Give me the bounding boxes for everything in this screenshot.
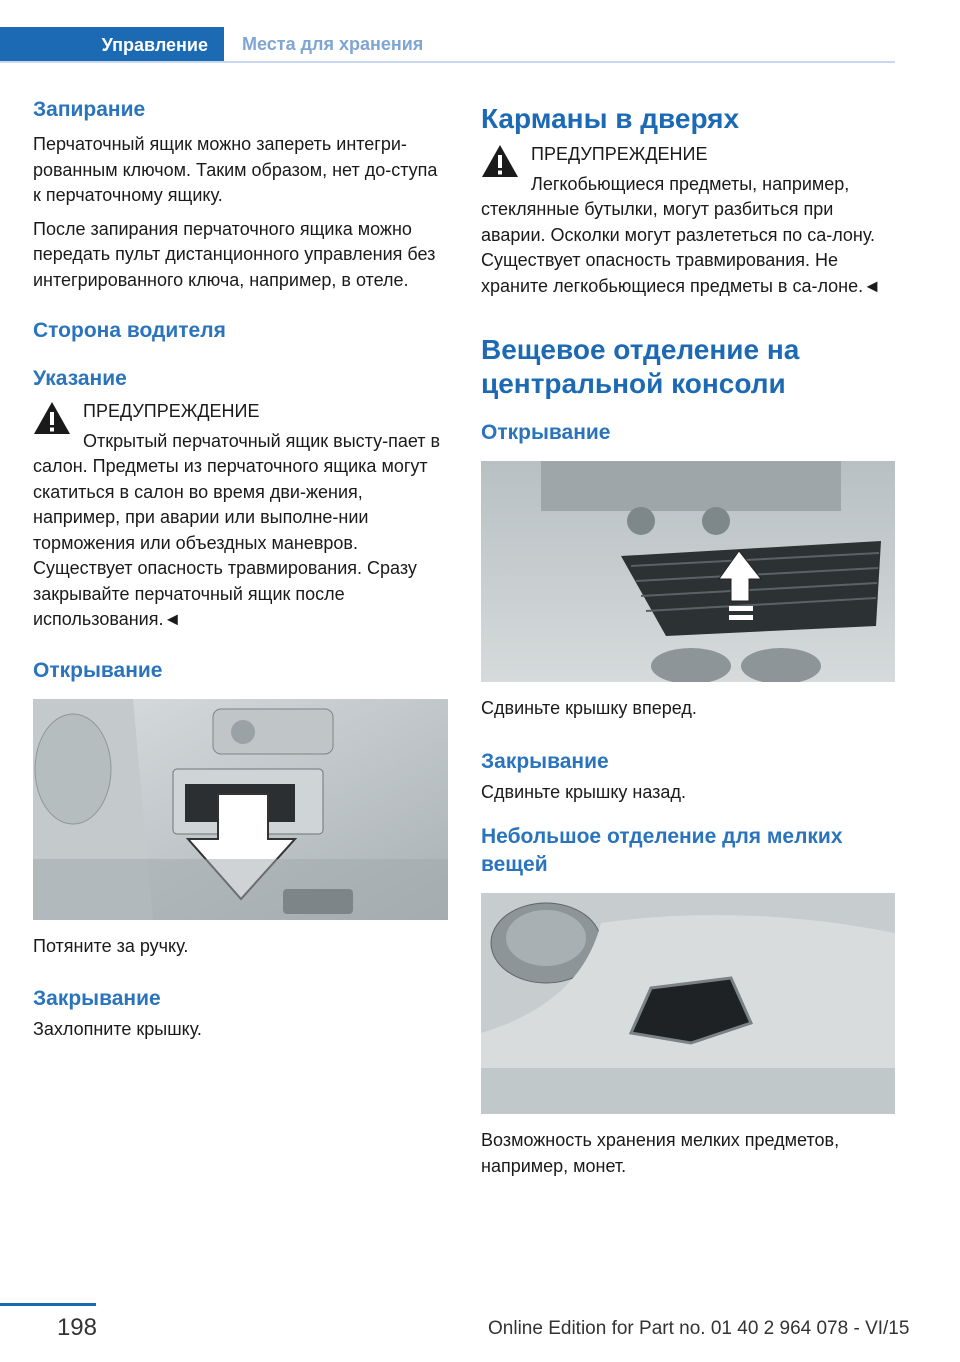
edition-text: Online Edition for Part no. 01 40 2 964 078 - VI/15 bbox=[488, 1318, 910, 1339]
warning-block bbox=[33, 399, 448, 633]
door-warning-label: ПРЕДУПРЕЖДЕНИЕ bbox=[531, 144, 708, 164]
console-opening-caption: Сдвиньте крышку вперед. bbox=[481, 698, 697, 718]
small-compartment-heading: Небольшое отделение для мелких вещей bbox=[481, 825, 843, 876]
small-compartment-caption: Возможность хранения мелких предметов, например, монет. bbox=[481, 1130, 840, 1176]
footer-accent-line bbox=[0, 1303, 96, 1306]
console-closing-text: Сдвиньте крышку назад. bbox=[481, 781, 686, 802]
warning-triangle-icon bbox=[481, 144, 519, 178]
console-closing-heading: Закрывание bbox=[481, 749, 609, 773]
left-column bbox=[33, 96, 448, 1043]
driver-side-heading: Сторона водителя bbox=[33, 319, 226, 342]
console-opening-heading: Открывание bbox=[481, 421, 611, 444]
door-pockets-heading: Карманы в дверях bbox=[481, 103, 740, 134]
locking-paragraph-1: Перчаточный ящик можно запереть интегри-рованным ключом. Таким образом, нет до-ступа к перчаточному ящику. bbox=[33, 134, 438, 205]
closing-text: Захлопните крышку. bbox=[33, 1019, 202, 1039]
warning-label: ПРЕДУПРЕЖДЕНИЕ bbox=[83, 401, 260, 421]
tab-storage[interactable]: Места для хранения bbox=[242, 34, 424, 54]
closing-heading: Закрывание bbox=[33, 987, 161, 1010]
door-warning-block bbox=[481, 142, 895, 299]
right-column bbox=[481, 102, 895, 1179]
locking-heading: Запирание bbox=[33, 98, 146, 121]
page-header bbox=[0, 27, 895, 63]
small-compartment-photo bbox=[481, 893, 895, 1114]
console-compartment-photo bbox=[481, 461, 895, 682]
note-heading: Указание bbox=[33, 367, 127, 390]
opening-caption: Потяните за ручку. bbox=[33, 935, 189, 956]
opening-heading: Открывание bbox=[33, 658, 163, 682]
tab-controls[interactable]: Управление bbox=[0, 27, 224, 63]
glovebox-opening-photo bbox=[33, 699, 448, 920]
locking-paragraph-2: После запирания перчаточного ящика можно передать пульт дистанционного управления без интегрированного ключа, например, в отеле. bbox=[33, 218, 436, 290]
console-heading: Вещевое отделение на центральной консоли bbox=[481, 334, 800, 399]
page-number: 198 bbox=[56, 1314, 97, 1341]
header-divider bbox=[0, 61, 895, 63]
door-warning-text: Легкобьющиеся предметы, например, стеклянные бутылки, могут разбиться при аварии. Осколки могут разлететься по са-лону. Существует опасность травмирования. Не храните легкобьющиеся предметы в са-лоне.◄ bbox=[481, 173, 881, 296]
warning-triangle-icon bbox=[33, 401, 71, 435]
warning-text: Открытый перчаточный ящик высту-пает в салон. Предметы из перчаточного ящика могут скатиться в салон во время дви-жения, например, при аварии или выполне-нии торможения или объездных маневров. Существует опасность травмирования. Сразу закрывайте перчаточный ящик после использования.◄ bbox=[33, 430, 441, 629]
